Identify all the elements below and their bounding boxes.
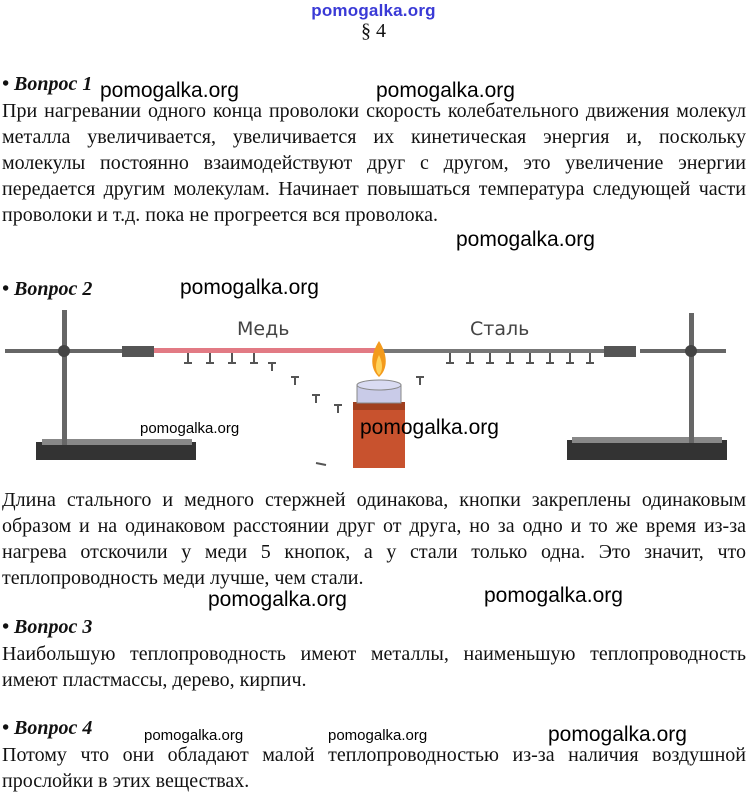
- watermark: pomogalka.org: [360, 416, 499, 439]
- question-1-label: • Вопрос 1: [2, 73, 93, 95]
- watermark: pomogalka.org: [548, 723, 687, 746]
- watermark: pomogalka.org: [180, 276, 319, 299]
- watermark: pomogalka.org: [208, 588, 347, 611]
- copper-label: Медь: [237, 318, 290, 340]
- watermark: pomogalka.org: [140, 420, 240, 437]
- question-4-answer: Потому что они обладают малой теплопроводностью из-за наличия воздушной прослойки в этих веществах.: [2, 744, 746, 792]
- left-stand-pole: [62, 310, 67, 445]
- steel-rod: [376, 349, 604, 353]
- watermark: pomogalka.org: [376, 79, 515, 102]
- copper-pins: [184, 353, 258, 363]
- watermark: pomogalka.org: [456, 228, 595, 251]
- right-stand-pole: [689, 313, 694, 443]
- section-number: § 4: [361, 20, 386, 42]
- question-2-label: • Вопрос 2: [2, 278, 93, 300]
- steel-pins: [446, 353, 594, 363]
- question-3-label: • Вопрос 3: [2, 616, 93, 638]
- steel-label: Сталь: [470, 318, 530, 340]
- top-watermark: pomogalka.org: [311, 1, 436, 20]
- watermark: pomogalka.org: [484, 584, 623, 607]
- heat-conduction-figure: [0, 305, 747, 475]
- question-1-answer: При нагревании одного конца проволоки скорость колебательного движения молекул металла увеличивается, увеличивается их кинетическая энергия и, поскольку молекулы постоянно взаимодействуют друг с другом, это увеличение энергии передается другим молекулам. Начинает повышаться температура следующей части проволоки и т.д. пока не прогреется вся проволока.: [2, 100, 746, 226]
- copper-rod: [154, 348, 376, 353]
- question-2-answer: Длина стального и медного стержней одинакова, кнопки закреплены одинаковым образом и на одинаковом расстоянии друг от друга, но за одно и то же время из-за нагрева отскочили у меди 5 кнопок, а у стали только одна. Это значит, что теплопроводность меди лучше, чем стали.: [2, 489, 746, 589]
- question-3-answer: Наибольшую теплопроводность имеют металлы, наименьшую теплопроводность имеют пластмассы, дерево, кирпич.: [2, 643, 746, 691]
- question-4-label: • Вопрос 4: [2, 717, 93, 739]
- watermark: pomogalka.org: [100, 79, 239, 102]
- watermark: pomogalka.org: [328, 727, 428, 744]
- watermark: pomogalka.org: [144, 727, 244, 744]
